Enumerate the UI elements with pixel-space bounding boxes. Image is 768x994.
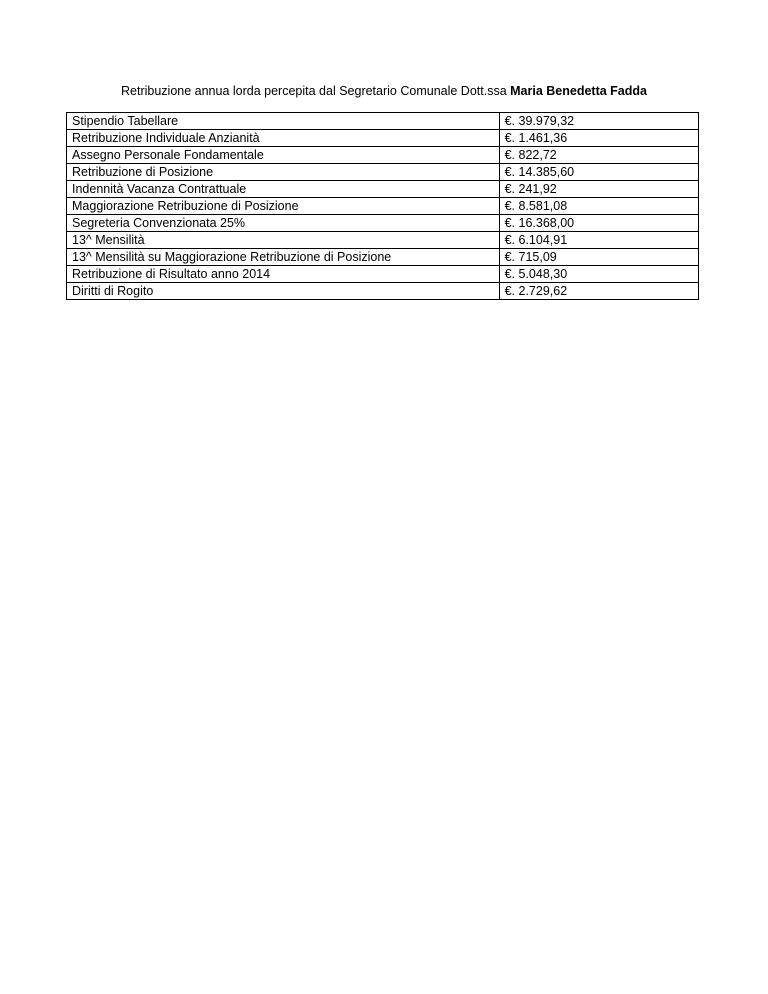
amount-cell: €. 39.979,32 <box>499 113 698 130</box>
table-row <box>67 113 699 130</box>
amount-cell: €. 16.368,00 <box>499 215 698 232</box>
title-prefix: Retribuzione annua lorda percepita dal Segretario Comunale Dott.ssa <box>121 84 507 98</box>
table-row <box>67 181 699 198</box>
voice-cell: Indennità Vacanza Contrattuale <box>67 181 500 198</box>
table-row <box>67 249 699 266</box>
voice-cell: Retribuzione Individuale Anzianità <box>67 130 500 147</box>
voice-cell: Retribuzione di Posizione <box>67 164 500 181</box>
page-title <box>0 83 768 99</box>
amount-cell: €. 8.581,08 <box>499 198 698 215</box>
amount-cell: €. 2.729,62 <box>499 283 698 300</box>
amount-cell: €. 241,92 <box>499 181 698 198</box>
voice-cell: Maggiorazione Retribuzione di Posizione <box>67 198 500 215</box>
amount-cell: €. 715,09 <box>499 249 698 266</box>
table-row <box>67 198 699 215</box>
amount-cell: €. 1.461,36 <box>499 130 698 147</box>
table-row <box>67 164 699 181</box>
table-row <box>67 147 699 164</box>
table-row <box>67 266 699 283</box>
amount-cell: €. 5.048,30 <box>499 266 698 283</box>
table-row <box>67 283 699 300</box>
title-name: Maria Benedetta Fadda <box>510 84 647 98</box>
table-row <box>67 232 699 249</box>
amount-cell: €. 6.104,91 <box>499 232 698 249</box>
voice-cell: Retribuzione di Risultato anno 2014 <box>67 266 500 283</box>
amount-cell: €. 14.385,60 <box>499 164 698 181</box>
table-row <box>67 130 699 147</box>
table-row <box>67 215 699 232</box>
voice-cell: Segreteria Convenzionata 25% <box>67 215 500 232</box>
voice-cell: 13^ Mensilità su Maggiorazione Retribuzione di Posizione <box>67 249 500 266</box>
voice-cell: Diritti di Rogito <box>67 283 500 300</box>
voice-cell: Assegno Personale Fondamentale <box>67 147 500 164</box>
voice-cell: 13^ Mensilità <box>67 232 500 249</box>
salary-table <box>66 112 699 300</box>
amount-cell: €. 822,72 <box>499 147 698 164</box>
voice-cell: Stipendio Tabellare <box>67 113 500 130</box>
